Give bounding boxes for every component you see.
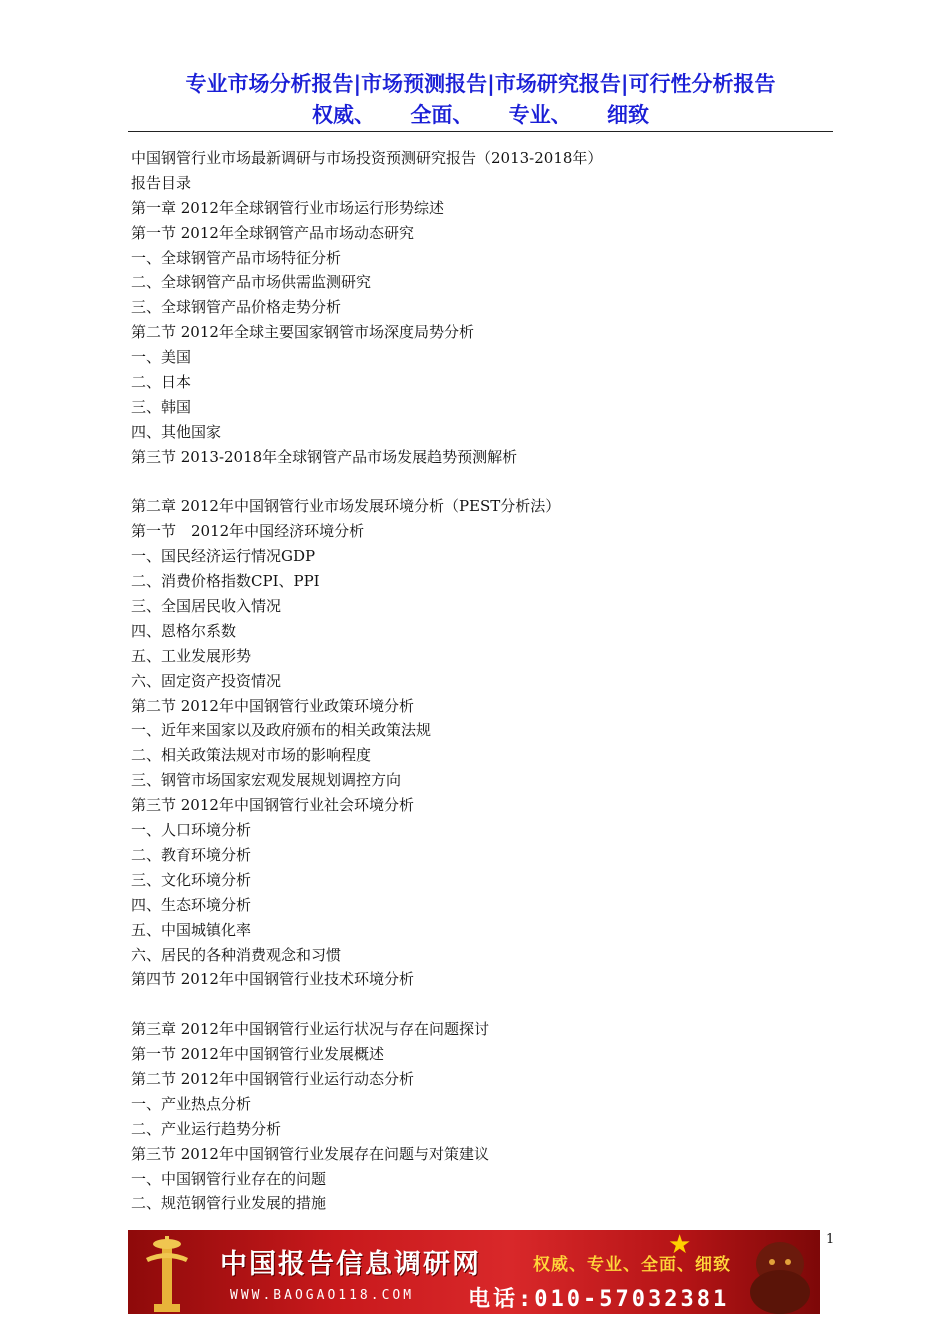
toc-line: 四、恩格尔系数	[131, 621, 237, 640]
banner-url: WWW.BAOGAO118.COM	[230, 1288, 415, 1303]
blank-line	[131, 992, 831, 1017]
toc-line: 第二章 2012年中国钢管行业市场发展环境分析（PEST分析法）	[131, 497, 561, 516]
toc-line: 二、规范钢管行业发展的措施	[131, 1194, 327, 1213]
toc-line: 五、中国城镇化率	[131, 920, 252, 939]
toc-line: 三、韩国	[131, 397, 192, 416]
toc-line: 第一章 2012年全球钢管行业市场运行形势综述	[131, 198, 444, 217]
toc-line: 二、日本	[131, 373, 192, 392]
toc-line: 第一节 2012年中国经济环境分析	[131, 522, 365, 541]
banner-title: 中国报告信息调研网	[220, 1249, 481, 1280]
toc-line: 第四节 2012年中国钢管行业技术环境分析	[131, 970, 414, 989]
toc-line: 二、教育环境分析	[131, 845, 252, 864]
toc-line: 一、产业热点分析	[131, 1094, 252, 1113]
toc-line: 三、钢管市场国家宏观发展规划调控方向	[131, 771, 402, 790]
page-number: 1	[826, 1232, 835, 1247]
toc-line: 一、中国钢管行业存在的问题	[131, 1169, 327, 1188]
banner-slogan: 权威、专业、全面、细致	[533, 1255, 731, 1275]
toc-line: 第二节 2012年全球主要国家钢管市场深度局势分析	[131, 323, 474, 342]
toc-line: 六、居民的各种消费观念和习惯	[131, 945, 342, 964]
header-services-line: 专业市场分析报告|市场预测报告|市场研究报告|可行性分析报告	[185, 72, 776, 96]
toc-line: 一、近年来国家以及政府颁布的相关政策法规	[131, 721, 432, 740]
footer-banner	[128, 1230, 820, 1314]
toc-line: 一、国民经济运行情况GDP	[131, 547, 316, 566]
stone-lion-icon	[740, 1234, 820, 1314]
toc-line: 一、全球钢管产品市场特征分析	[131, 248, 342, 267]
header-slogan-line: 权威、 全面、 专业、 细致	[312, 103, 649, 127]
toc-line: 第三节 2012年中国钢管行业社会环境分析	[131, 796, 414, 815]
toc-line: 二、消费价格指数CPI、PPI	[131, 572, 320, 591]
toc-line: 第二节 2012年中国钢管行业政策环境分析	[131, 696, 414, 715]
toc-line: 六、固定资产投资情况	[131, 671, 282, 690]
toc-line: 二、产业运行趋势分析	[131, 1119, 282, 1138]
star-icon: ★	[668, 1230, 692, 1260]
header-divider	[128, 131, 833, 132]
toc-line: 第三节 2012年中国钢管行业发展存在问题与对策建议	[131, 1144, 489, 1163]
toc-line: 一、人口环境分析	[131, 821, 252, 840]
toc-line: 三、全国居民收入情况	[131, 597, 282, 616]
toc-line: 五、工业发展形势	[131, 646, 252, 665]
toc-line: 四、其他国家	[131, 422, 222, 441]
toc-line: 第一节 2012年中国钢管行业发展概述	[131, 1045, 384, 1064]
toc-line: 报告目录	[131, 173, 192, 192]
huabiao-tower-icon	[136, 1234, 198, 1314]
toc-line: 第三章 2012年中国钢管行业运行状况与存在问题探讨	[131, 1020, 489, 1039]
toc-line: 二、全球钢管产品市场供需监测研究	[131, 273, 372, 292]
banner-phone: 电话:010-57032381	[468, 1287, 730, 1312]
toc-line: 四、生态环境分析	[131, 895, 252, 914]
toc-line: 第一节 2012年全球钢管产品市场动态研究	[131, 223, 414, 242]
toc-line: 中国钢管行业市场最新调研与市场投资预测研究报告（2013-2018年）	[131, 149, 603, 167]
toc-line: 第三节 2013-2018年全球钢管产品市场发展趋势预测解析	[131, 447, 518, 466]
table-of-contents	[131, 146, 831, 1216]
toc-line: 三、文化环境分析	[131, 870, 252, 889]
blank-line	[131, 470, 831, 495]
toc-line: 二、相关政策法规对市场的影响程度	[131, 746, 372, 765]
toc-line: 三、全球钢管产品价格走势分析	[131, 298, 342, 317]
toc-line: 一、美国	[131, 348, 192, 367]
page-header	[128, 68, 833, 130]
toc-line: 第二节 2012年中国钢管行业运行动态分析	[131, 1069, 414, 1088]
